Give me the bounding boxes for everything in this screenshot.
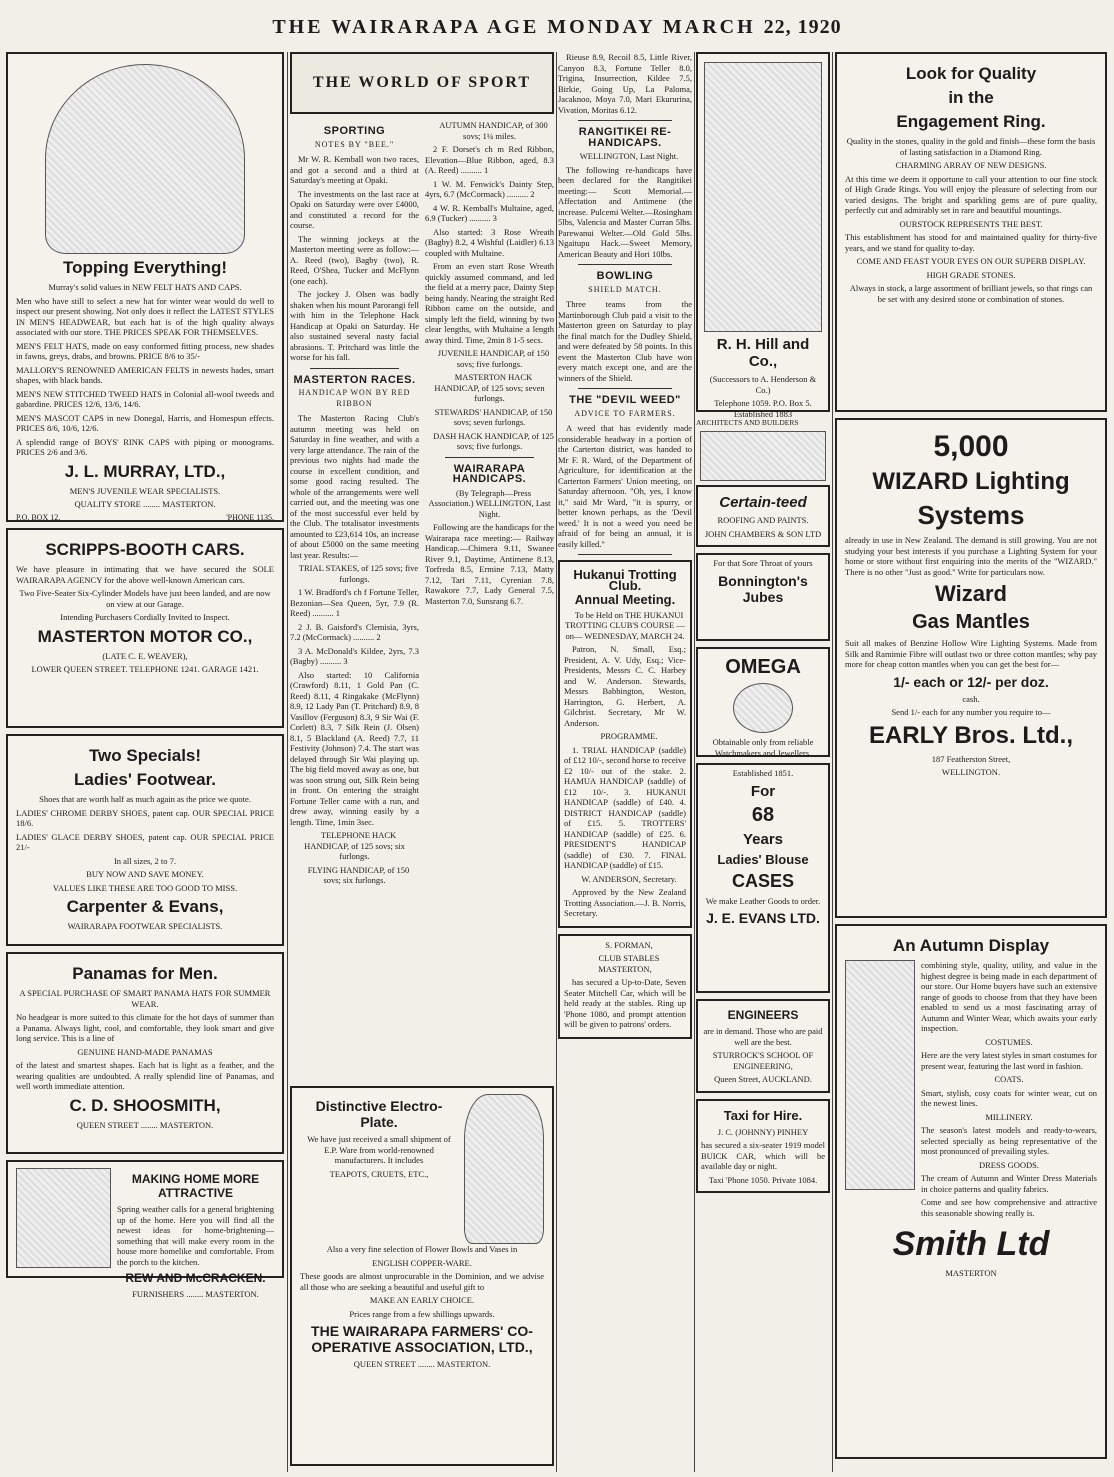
murray-store: QUALITY STORE ........ MASTERTON.	[74, 499, 216, 509]
bowling-title: BOWLING	[596, 270, 654, 282]
electro-body: We have just received a small shipment of E.P. Ware from world-renowned manufacturers. It includes	[307, 1134, 451, 1165]
certainteed-firm: JOHN CHAMBERS & SON LTD	[704, 528, 822, 539]
sporting-para: The investments on the last race at Opaki on Saturday were over £4000, and constituted a record for the course.	[290, 188, 419, 230]
world-of-sport-banner: THE WORLD OF SPORT	[290, 52, 554, 114]
bowling-body: Three teams from the Martinborough Club paid a visit to the Masterton green on Saturday to play the final match for the Dudley Shield, and were defeated by 58 points. In this event the Masterton Club have won every match except one, and are the winners of the Shield.	[558, 299, 692, 383]
electro-body: Also a very fine selection of Flower Bowls and Vases in	[326, 1244, 518, 1254]
panamas-advert	[6, 952, 284, 1154]
furniture-illustration	[16, 1168, 111, 1268]
ring-high: HIGH GRADE STONES.	[926, 269, 1016, 280]
wizard-heading: Systems	[917, 500, 1025, 530]
house-illustration	[700, 431, 826, 481]
masterton-para: 1 W. Bradford's ch f Fortune Teller, Bezonian—Sea Queen, 5yr, 7.9 (R. Reed) .......... 1	[290, 587, 419, 618]
handicaps-sub: (By Telegraph—Press Association.) WELLINGTON, Last Night.	[428, 487, 551, 519]
hill-phone: Telephone 1059. P.O. Box 5. Established 1883	[714, 398, 812, 419]
hukanui-title: Annual Meeting.	[574, 592, 676, 607]
panamas-body: of the latest and smartest shapes. Each hat is light as a feather, and the wearing qualities are undoubted. A really splendid line of Panamas, and well worth immediate attention.	[16, 1060, 274, 1091]
masterton-para: FLYING HANDICAP, of 150 sovs; six furlongs.	[307, 864, 410, 885]
column-1	[6, 52, 284, 1472]
autumn-column	[425, 120, 554, 1080]
forman-name: S. FORMAN,	[605, 939, 653, 950]
bonnington-advert	[696, 553, 830, 641]
column-5	[835, 52, 1107, 1472]
blouse-years: Years	[742, 830, 784, 848]
ring-body: Quality in the stones, quality in the gold and finish—these form the basis of lasting satisfaction in a Diamond Ring.	[846, 136, 1096, 157]
wizard-heading: WIZARD Lighting	[872, 468, 1070, 495]
carpenter-save: BUY NOW AND SAVE MONEY.	[86, 869, 204, 879]
panamas-headline: Panamas for Men.	[72, 964, 218, 983]
autumn-para: Also started: 3 Rose Wreath (Bagby) 8.2, 4 Wishful (Laidler) 6.13 coupled with Multaine.	[425, 226, 554, 258]
panamas-sub: A SPECIAL PURCHASE OF SMART PANAMA HATS FOR SUMMER WEAR.	[19, 988, 271, 1009]
carpenter-line: LADIES' CHROME DERBY SHOES, patent cap. OUR SPECIAL PRICE 18/6.	[16, 807, 274, 828]
ring-charming: CHARMING ARRAY OF NEW DESIGNS.	[895, 160, 1047, 170]
carpenter-line: LADIES' GLACE DERBY SHOES, patent cap. OUR SPECIAL PRICE 21/-	[16, 831, 274, 852]
sporting-title: SPORTING	[323, 125, 386, 137]
hill-advert	[696, 52, 830, 419]
autumn-para: 4 W. R. Kemball's Multaine, aged, 6.9 (Tucker) .......... 3	[425, 202, 554, 223]
sturrock-advert	[696, 999, 830, 1093]
blouse-title: Ladies' Blouse	[717, 851, 809, 867]
column-4	[696, 52, 830, 1472]
rew-firm: REW AND McCRACKEN.	[125, 1271, 266, 1285]
carpenter-tagline: WAIRARAPA FOOTWEAR SPECIALISTS.	[67, 921, 223, 931]
sturrock-school: STURROCK'S SCHOOL OF ENGINEERING,	[712, 1050, 814, 1071]
hukanui-advert	[558, 560, 692, 928]
hukanui-sub: To be Held on THE HUKANUI TROTTING CLUB'S COURSE —on— WEDNESDAY, MARCH 24.	[565, 609, 685, 641]
rew-body: Spring weather calls for a general brightening up of the home. Here you will find all the newest ideas for home-brightening—something that will make every room in the house more homelike and comfortable. From the porch to the kitchen.	[117, 1204, 274, 1267]
rangitikei-title: RANGITIKEI RE-HANDICAPS.	[578, 126, 672, 149]
autumn-para: 1 W. M. Fenwick's Dainty Step, 4yrs, 6.7 (McCormack) .......... 2	[425, 178, 554, 199]
hill-successors: (Successors to A. Henderson & Co.)	[709, 374, 817, 395]
murray-tagline: MEN'S JUVENILE WEAR SPECIALISTS.	[69, 485, 221, 496]
murray-body: Men who have still to select a new hat for winter wear would do well to inspect our present showing. Not only does it reflect the LATEST STYLES IN MEN'S HEADWEAR, but each hat is of the high quality always associated with our store. THE PRICES SPEAK FOR THEMSELVES.	[16, 295, 274, 337]
ring-come: COME AND FEAST YOUR EYES ON OUR SUPERB DISPLAY.	[856, 256, 1086, 266]
rangitikei-body: The following re-handicaps have been declared for the Rangitikei meeting:— Scott Memorial.—Affectation and Antimene (the increase. Pulcemi Welter.—Rosingham 5lbs, Valencia and Master Curran 5lbs. Parewanui Welter.—Old Gold 5lbs. Ngaitupu Hack.—Sweet Memory, American Beauty and Hori 10lbs.	[558, 164, 692, 259]
column-rule	[832, 52, 833, 1472]
woman-illustration	[845, 960, 915, 1190]
carpenter-headline: Ladies' Footwear.	[74, 770, 216, 789]
hill-firm: R. H. Hill and Co.,	[716, 336, 810, 370]
taxi-advert	[696, 1099, 830, 1194]
electro-items: TEAPOTS, CRUETS, ETC.,	[329, 1168, 429, 1179]
certainteed-advert	[696, 485, 830, 547]
scripps-address: LOWER QUEEN STREET. TELEPHONE 1241. GARAGE 1421.	[31, 664, 259, 674]
autumn-body: The season's latest models and ready-to-wears, selected specially as being representative of the most pronounced of prevailing styles.	[921, 1125, 1097, 1156]
wizard-cash: cash.	[962, 693, 980, 704]
carpenter-intro: Shoes that are worth half as much again as the price we quote.	[39, 794, 251, 804]
masterton-para: 3 A. McDonald's Kildee, 2yrs, 7.3 (Bagby) .......... 3	[290, 645, 419, 666]
bonnington-head: For that Sore Throat of yours	[713, 558, 813, 568]
hukanui-title: Hukanui Trotting Club.	[573, 567, 677, 593]
autumn-title: AUTUMN HANDICAP, of 300 sovs; 1¼ miles.	[439, 120, 548, 141]
rew-footer: FURNISHERS ........ MASTERTON.	[132, 1289, 259, 1299]
masterton-para: Also started: 10 California (Crawford) 8.11, 1 Gold Pan (C. Reed) 8.11, 4 Ringakake (McFlynn) 8.9, 12 Lady Pan (T. Pritchard) 8.9, 8 Vasillov (Ferguson) 8.3, 9 Sir Wai (F. Corlett) 8.3, 7 Silk Rein (J. Olsen) 8.1, 5 Blackland (A. Reed) 7.7, 11 Festivity (Johnson) 7.4. The start was delayed through Sir Wai playing up. The big field moved away as one, but was soon strung out, Silk Rein being in front. On entering the straight Fortune Teller came with a run, and drew away, winning easily by a length. Time, 1min 3sec.	[290, 669, 419, 827]
carpenter-values: VALUES LIKE THESE ARE TOO GOOD TO MISS.	[52, 882, 238, 893]
taxi-phone: Taxi 'Phone 1050. Private 1084.	[708, 1174, 818, 1185]
handicaps-title: WAIRARAPA HANDICAPS.	[452, 462, 527, 485]
autumn-para: DASH HACK HANDICAP, of 125 sovs; five furlongs.	[433, 430, 554, 451]
smith-town: MASTERTON	[945, 1268, 997, 1278]
panamas-body: No headgear is more suited to this climate for the hot days of summer than a Panama. Always light, cool, and comfortable, they look smart and give long service. This is a line of	[16, 1012, 274, 1043]
omega-name: OMEGA	[725, 656, 801, 678]
handicaps-body: Following are the handicaps for the Wairarapa race meeting:— Railway Handicap.—Chimera 9.11, Swanee River 9.1, Daytime, Antimene 8.13, Torfreda 8.5, Ermine 7.13, Matty 7.12, Tari 7.11, Cyrenian 7.8, Rawakore 7.7, Lady General 7.5, Masterton 7.0, Sunsrang 6.7.	[425, 522, 554, 606]
electro-firm: THE WAIRARAPA FARMERS' CO-OPERATIVE ASSOCIATION, LTD.,	[311, 1323, 533, 1355]
electro-prices: Prices range from a few shillings upwards.	[349, 1308, 495, 1319]
taxi-name: J. C. (JOHNNY) PINHEY	[717, 1126, 809, 1137]
panamas-address: QUEEN STREET ........ MASTERTON.	[76, 1119, 214, 1130]
rew-headline: MAKING HOME MORE ATTRACTIVE	[131, 1172, 260, 1200]
panamas-genuine: GENUINE HAND-MADE PANAMAS	[77, 1046, 213, 1057]
electro-choice: MAKE AN EARLY CHOICE.	[369, 1295, 475, 1305]
engagement-ring-advert	[835, 52, 1107, 412]
ring-head: Engagement Ring.	[896, 112, 1046, 131]
murray-item: MALLORY'S RENOWNED AMERICAN FELTS in newests hades, smart shapes, with black bands.	[16, 364, 274, 385]
autumn-para: 2 F. Dorset's ch m Red Ribbon, Elevation—Blue Ribbon, aged, 8.3 (A. Reed) .......... 1	[425, 144, 554, 175]
column-2	[290, 52, 554, 1472]
forman-advert	[558, 934, 692, 1039]
masthead-title: THE WAIRARAPA AGE MONDAY MARCH	[272, 16, 756, 38]
murray-firm: J. L. MURRAY, LTD.,	[64, 461, 226, 481]
carpenter-sizes: In all sizes, 2 to 7.	[113, 855, 177, 866]
masterton-sub: HANDICAP WON BY RED RIBBON	[298, 388, 411, 408]
blouse-firm: J. E. EVANS LTD.	[706, 910, 820, 926]
sporting-notes: NOTES BY "BEE."	[314, 139, 395, 149]
devil-weed-body: A weed that has evidently made considerable headway in a portion of the Carterton district, was handed to Mr F. R. Ward, of the Department of Agriculture, for identification at the Carterton Farmers' Union meeting, on Saturday afternoon. "Oh, yes, I know it," said Mr Ward, "it is spurry, or better known perhaps, as the 'Devil weed.' It is not a weed you need be afraid of for being an annual, it is easily killed."	[558, 423, 692, 549]
murray-item: MEN'S MASCOT CAPS in new Donegal, Harris, and Homespun effects. PRICES 8/6, 10/6, 12/6.	[16, 412, 274, 433]
wizard-body: already in use in New Zealand. The demand is still growing. You are not studying your best interests if you purchase a Lighting System for your home or store without first enquiring into the merits of the "WIZARD." There is no other "Just as good." Write for particulars now.	[845, 535, 1097, 577]
murray-phone: 'PHONE 1135.	[226, 512, 274, 522]
masthead	[0, 0, 1114, 50]
sturrock-engineers: ENGINEERS	[727, 1008, 799, 1022]
wizard-lighting-advert	[835, 418, 1107, 918]
column-rule	[694, 52, 695, 1472]
wizard-send: Send 1/- each for any number you require to—	[891, 707, 1051, 717]
taxi-title: Taxi for Hire.	[723, 1107, 803, 1123]
blouse-title: CASES	[731, 870, 794, 891]
sturrock-note: are in demand. Those who are paid well are the best.	[703, 1026, 823, 1047]
taxi-body: has secured a six-seater 1919 model BUICK CAR, which will be available day or night.	[701, 1140, 825, 1171]
ring-head: Look for Quality	[905, 64, 1037, 83]
panamas-firm: C. D. SHOOSMITH,	[69, 1095, 221, 1115]
jug-illustration	[464, 1094, 544, 1244]
electro-plate-advert	[290, 1086, 554, 1466]
ring-body: Always in stock, a large assortment of brilliant jewels, so that rings can be set with any desired stone or combination of stones.	[849, 283, 1093, 304]
sporting-para: The jockey J. Olsen was badly shaken when his mount Parorangi fell with him in the Telephone Hack Handicap at Opaki on Saturday. He also sustained several nasty facial abrasions. T. Pritchard was little the worse for his fall.	[290, 289, 419, 362]
wizard-mantles: Gas Mantles	[912, 611, 1030, 633]
scripps-advert	[6, 528, 284, 728]
wizard-mantles: Wizard	[935, 581, 1007, 606]
autumn-body: The cream of Autumn and Winter Dress Materials in choice patterns and quality fabrics.	[921, 1173, 1097, 1194]
blouse-years: For	[750, 782, 776, 800]
wizard-heading: 5,000	[933, 430, 1009, 463]
blouse-leather: We make Leather Goods to order.	[705, 895, 821, 906]
certainteed-label: Certain-teed	[719, 494, 807, 511]
electro-body: These goods are almost unprocurable in the Dominion, and we advise all those who are seeking a beautiful and useful gift to	[300, 1271, 544, 1292]
smith-logo: Smith Ltd	[892, 1225, 1050, 1263]
murray-item: A splendid range of BOYS' RINK CAPS with piping or monograms. PRICES 2/6 and 3/6.	[16, 436, 274, 457]
masterton-title: MASTERTON RACES.	[293, 373, 416, 386]
autumn-end: Come and see how comprehensive and attractive this seasonable showing really is.	[921, 1197, 1097, 1218]
wizard-address: 187 Featherston Street,	[931, 753, 1011, 764]
electro-headline: Distinctive Electro-Plate.	[315, 1098, 443, 1130]
ring-body: This establishment has stood for and maintained quality for thirty-five years, and we stand for quality to-day.	[845, 232, 1097, 253]
masterton-para: TRIAL STAKES, of 125 sovs; five furlongs.	[298, 563, 419, 584]
hukanui-secretary: W. ANDERSON, Secretary.	[581, 873, 677, 884]
wizard-body: Suit all makes of Benzine Hollow Wire Lighting Systems. Made from Silk and Ramimie Fibre will outlast two or three cotton mantles; why pay more for cheap cotton mantles when you can get the best for—	[845, 638, 1097, 669]
bowling-sub: SHIELD MATCH.	[588, 284, 662, 294]
autumn-dress: DRESS GOODS.	[979, 1159, 1039, 1170]
autumn-para: From an even start Rose Wreath quickly assumed command, and led the field at a merry pace, Dainty Step being handy. Nearing the straight Red Ribbon came on the outside, and simply left the field, winning by two clear lengths, with Multaine a length away third. Time, 2min 8 1-5 secs.	[425, 261, 554, 345]
autumn-body: combining style, quality, utility, and value in the highest degree is being made in each department of our store. Our Home buyers have such an extensive range of goods to choose from that they have been enabled to send us a most fascinating array of Autumn and Winter Wear, which awaits your early inspection.	[921, 960, 1097, 1033]
blouse-est: Established 1851.	[732, 768, 794, 778]
scripps-body: We have pleasure in intimating that we have secured the SOLE WAIRARAPA AGENCY for the above well-known American cars.	[16, 564, 274, 585]
autumn-para: JUVENILE HANDICAP, of 150 sovs; five furlongs.	[437, 348, 550, 369]
masterton-para: 2 J. B. Gaisford's Clemisia, 3yrs, 7.2 (McCormack) .......... 2	[290, 621, 419, 642]
wizard-city: WELLINGTON.	[941, 767, 1001, 777]
hukanui-programme: PROGRAMME.	[600, 731, 658, 741]
autumn-para: MASTERTON HACK HANDICAP, of 125 sovs; seven furlongs.	[434, 372, 545, 403]
results-top: Rieuse 8.9, Recoil 8.5, Little River, Canyon 8.3, Fortune Teller 8.0, Trigina, Insurrection, Kildee 7.5, Birkie, Going Up, La Paloma, Jacaknoo, Moya 7.0, Mari Ekururina, Vivation, Moritas 6.12.	[558, 52, 692, 115]
autumn-para: STEWARDS' HANDICAP, of 150 sovs; seven furlongs.	[434, 406, 553, 427]
ring-head: in the	[948, 88, 994, 107]
murray-advert	[6, 52, 284, 522]
autumn-millinery: MILLINERY.	[985, 1111, 1033, 1122]
scripps-late: (LATE C. E. WEAVER),	[102, 650, 188, 661]
autumn-display-advert	[835, 924, 1107, 1459]
certainteed-sub: ROOFING AND PAINTS.	[717, 515, 809, 525]
autumn-body: Smart, stylish, cosy coats for winter wear, cut on the newest lines.	[921, 1087, 1097, 1108]
masthead-date: 22, 1920	[763, 16, 842, 38]
omega-advert	[696, 647, 830, 757]
forman-title: CLUB STABLES MASTERTON,	[598, 953, 660, 974]
hukanui-events: 1. TRIAL HANDICAP (saddle) of £12 10/-, second horse to receive £2 10/- out of the stake. 2. HAMUA HANDICAP (saddle) of £12 10/-. 3. HUKANUI HANDICAP (saddle) of £40. 4. DISTRICT HANDICAP (saddle) of £15. 5. TROTTERS' HANDICAP (saddle) of £25. 6. PRESIDENT'S HANDICAP (saddle) of £30. 7. FINAL HANDICAP (saddle) of £15.	[564, 744, 686, 870]
carpenter-headline: Two Specials!	[88, 746, 202, 765]
blouse-years: 68	[751, 803, 775, 826]
rangitikei-sub: WELLINGTON, Last Night.	[579, 151, 679, 161]
ring-body: At this time we deem it opportune to call your attention to our fine stock of High Grade Rings. You will enjoy the pleasure of selecting from our varied designs. The bright and sparkling gems are of pure quality, perfectly cut and admirably set in rare and beautiful mountings.	[845, 173, 1097, 215]
ring-overstock: OURSTOCK REPRESENTS THE BEST.	[899, 218, 1043, 229]
column-3	[558, 52, 692, 1472]
forman-body: has secured a Up-to-Date, Seven Seater Mitchell Car, which will be held ready at the stables. Ring up 'Phone 1080, and prompt attention will be given to patrons' orders.	[564, 977, 686, 1029]
wizard-firm: EARLY Bros. Ltd.,	[868, 721, 1074, 749]
masterton-para: TELEPHONE HACK HANDICAP, of 125 sovs; six furlongs.	[304, 830, 405, 861]
rew-advert	[6, 1160, 284, 1299]
electro-copper: ENGLISH COPPER-WARE.	[372, 1257, 472, 1268]
carpenter-advert	[6, 734, 284, 946]
hukanui-approved: Approved by the New Zealand Trotting Association.—J. B. Norris, Secretary.	[564, 887, 686, 918]
watch-illustration	[733, 683, 793, 733]
murray-item: MEN'S NEW STITCHED TWEED HATS in Colonial all-wool tweeds and gabardine. PRICES 12/6, 13/6, 14/6.	[16, 388, 274, 409]
column-rule	[287, 52, 288, 1472]
sporting-para: The winning jockeys at the Masterton meeting were as follow:—A. Reed (two), Bagby (two), R. Reed, O'Shea, Tucker and McFlynn (one each).	[290, 233, 419, 286]
autumn-body: Here are the very latest styles in smart costumes for present wear, featuring the last word in fashion.	[921, 1050, 1097, 1071]
architects-label: ARCHITECTS AND BUILDERS	[696, 418, 799, 427]
omega-note: Obtainable only from reliable Watchmakers and Jewellers.	[712, 737, 814, 758]
murray-item: MEN'S FELT HATS, made on easy conformed fitting process, new shades in fawns, greys, drabs, and browns. PRICE 8/6 to 35/-	[16, 340, 274, 361]
blouse-cases-advert	[696, 763, 830, 993]
scripps-body: Two Five-Seater Six-Cylinder Models have just been landed, and are now on view at our Garage.	[19, 588, 271, 609]
couple-illustration	[704, 62, 822, 332]
autumn-coats: COATS.	[994, 1074, 1024, 1084]
devil-weed-title: THE "DEVIL WEED"	[569, 394, 681, 406]
murray-box: P.O. BOX 12.	[16, 512, 61, 522]
masterton-para: The Masterton Racing Club's autumn meeting was held on Saturday in fine weather, and with a very large attendance. The rain of the previous two nights had made the course in excellent condition, and some good racing resulted. The whole of the arrangements were well carried out, and the meeting was one of the most successful ever held by the Club. The totalisator investments amounted to £23,614 10s, an increase of about £5000 on the same meeting last year. Results:—	[290, 413, 419, 560]
murray-headline: Topping Everything!	[62, 258, 227, 277]
bonnington-name: Bonnington's Jubes	[718, 572, 808, 605]
electro-address: QUEEN STREET ........ MASTERTON.	[353, 1359, 491, 1369]
murray-intro: Murray's solid values in NEW FELT HATS AND CAPS.	[48, 282, 242, 292]
cap-illustration	[45, 64, 245, 254]
column-rule	[556, 52, 557, 1472]
hukanui-officers: Patron, N. Small, Esq.; President, A. V. Udy, Esq.; Vice-Presidents, Messrs C. C. Harbey and W. Anderson. Stewards, Messrs Babbington, Weston, Harrington, G. Herbert, A. Gilchrist. Secretary, Mr W. Anderson.	[564, 644, 686, 728]
wizard-price: 1/- each or 12/- per doz.	[893, 673, 1049, 690]
devil-weed-sub: ADVICE TO FARMERS.	[574, 408, 676, 418]
scripps-headline: SCRIPPS-BOOTH CARS.	[45, 540, 245, 559]
sporting-column	[290, 120, 419, 1080]
autumn-costumes: COSTUMES.	[985, 1036, 1033, 1047]
scripps-body: Intending Purchasers Cordially Invited to Inspect.	[60, 612, 230, 622]
scripps-firm: MASTERTON MOTOR CO.,	[37, 626, 253, 646]
sturrock-address: Queen Street, AUCKLAND.	[714, 1074, 812, 1084]
carpenter-firm: Carpenter & Evans,	[66, 897, 224, 916]
autumn-title: An Autumn Display	[892, 936, 1050, 955]
sporting-para: Mr W. R. Kemball won two races, and got a second and a third at Saturday's meeting at Opaki.	[290, 154, 419, 185]
